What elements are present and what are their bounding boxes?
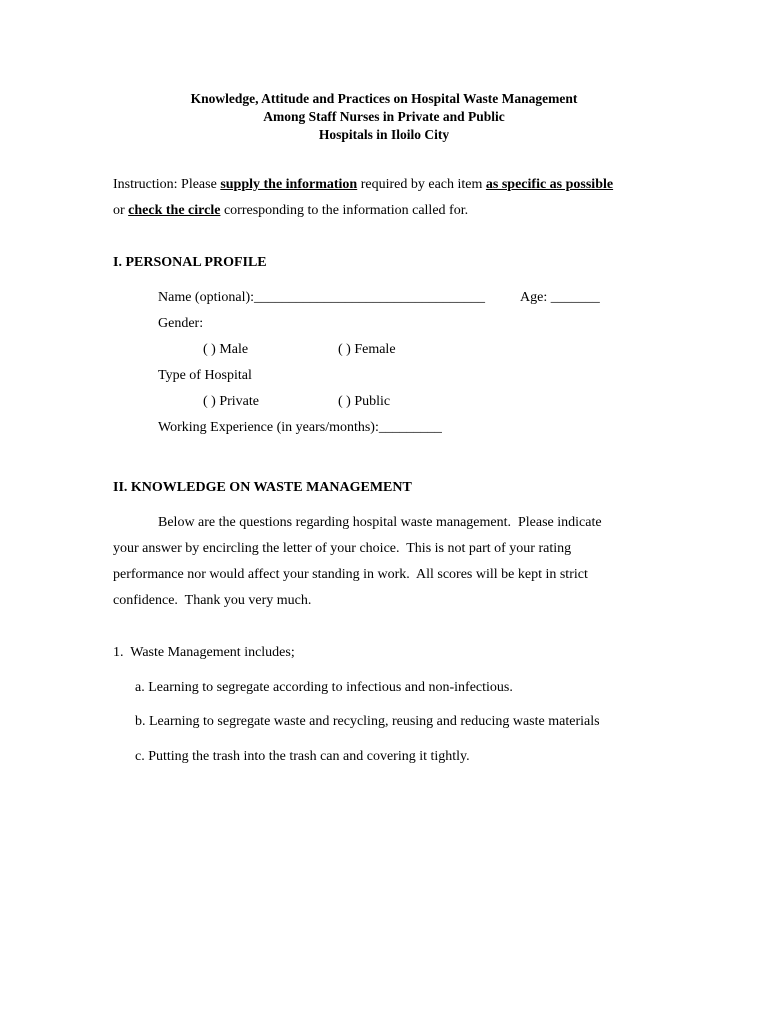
question-1: 1. Waste Management includes;: [113, 645, 295, 660]
age-field-label[interactable]: Age: _______: [520, 290, 600, 305]
female-option[interactable]: ( ) Female: [338, 342, 396, 357]
male-option[interactable]: ( ) Male: [203, 342, 249, 357]
instruction-check-emphasis: check the circle: [128, 203, 221, 218]
working-experience-field-label[interactable]: Working Experience (in years/months):_________: [158, 420, 442, 435]
hospital-type-label: Type of Hospital: [158, 368, 252, 383]
intro-paragraph-line-2: your answer by encircling the letter of your choice. This is not part of your rating: [113, 541, 572, 556]
question-1-choice-b[interactable]: b. Learning to segregate waste and recycling, reusing and reducing waste materials: [135, 714, 600, 729]
section-personal-profile-heading: I. PERSONAL PROFILE: [113, 255, 267, 270]
public-option[interactable]: ( ) Public: [338, 394, 391, 409]
document-title-line-1: Knowledge, Attitude and Practices on Hospital Waste Management: [190, 91, 578, 106]
gender-label: Gender:: [158, 316, 204, 331]
instruction-line-2: [113, 203, 468, 219]
instruction-or: or: [113, 203, 129, 218]
document-title-line-3: Hospitals in Iloilo City: [318, 127, 450, 142]
instruction-prefix: Instruction: Please: [113, 177, 221, 192]
question-1-choice-a[interactable]: a. Learning to segregate according to infectious and non-infectious.: [135, 680, 513, 695]
private-option[interactable]: ( ) Private: [203, 394, 259, 409]
instruction-mid: required by each item: [357, 177, 486, 192]
instruction-supply-emphasis: supply the information: [220, 177, 358, 192]
name-field-label[interactable]: Name (optional):_________________________________: [158, 290, 486, 305]
intro-paragraph-line-4: confidence. Thank you very much.: [113, 593, 312, 608]
question-1-choice-c[interactable]: c. Putting the trash into the trash can and covering it tightly.: [135, 749, 470, 764]
instruction-specific-emphasis: as specific as possible: [485, 177, 614, 192]
instruction-suffix: corresponding to the information called for.: [220, 203, 469, 218]
intro-paragraph-line-1: Below are the questions regarding hospital waste management. Please indicate: [158, 515, 602, 530]
instruction-line-1: [113, 177, 613, 193]
section-knowledge-heading: II. KNOWLEDGE ON WASTE MANAGEMENT: [113, 480, 412, 495]
document-title-line-2: Among Staff Nurses in Private and Public: [263, 109, 505, 124]
intro-paragraph-line-3: performance nor would affect your standing in work. All scores will be kept in strict: [113, 567, 588, 582]
